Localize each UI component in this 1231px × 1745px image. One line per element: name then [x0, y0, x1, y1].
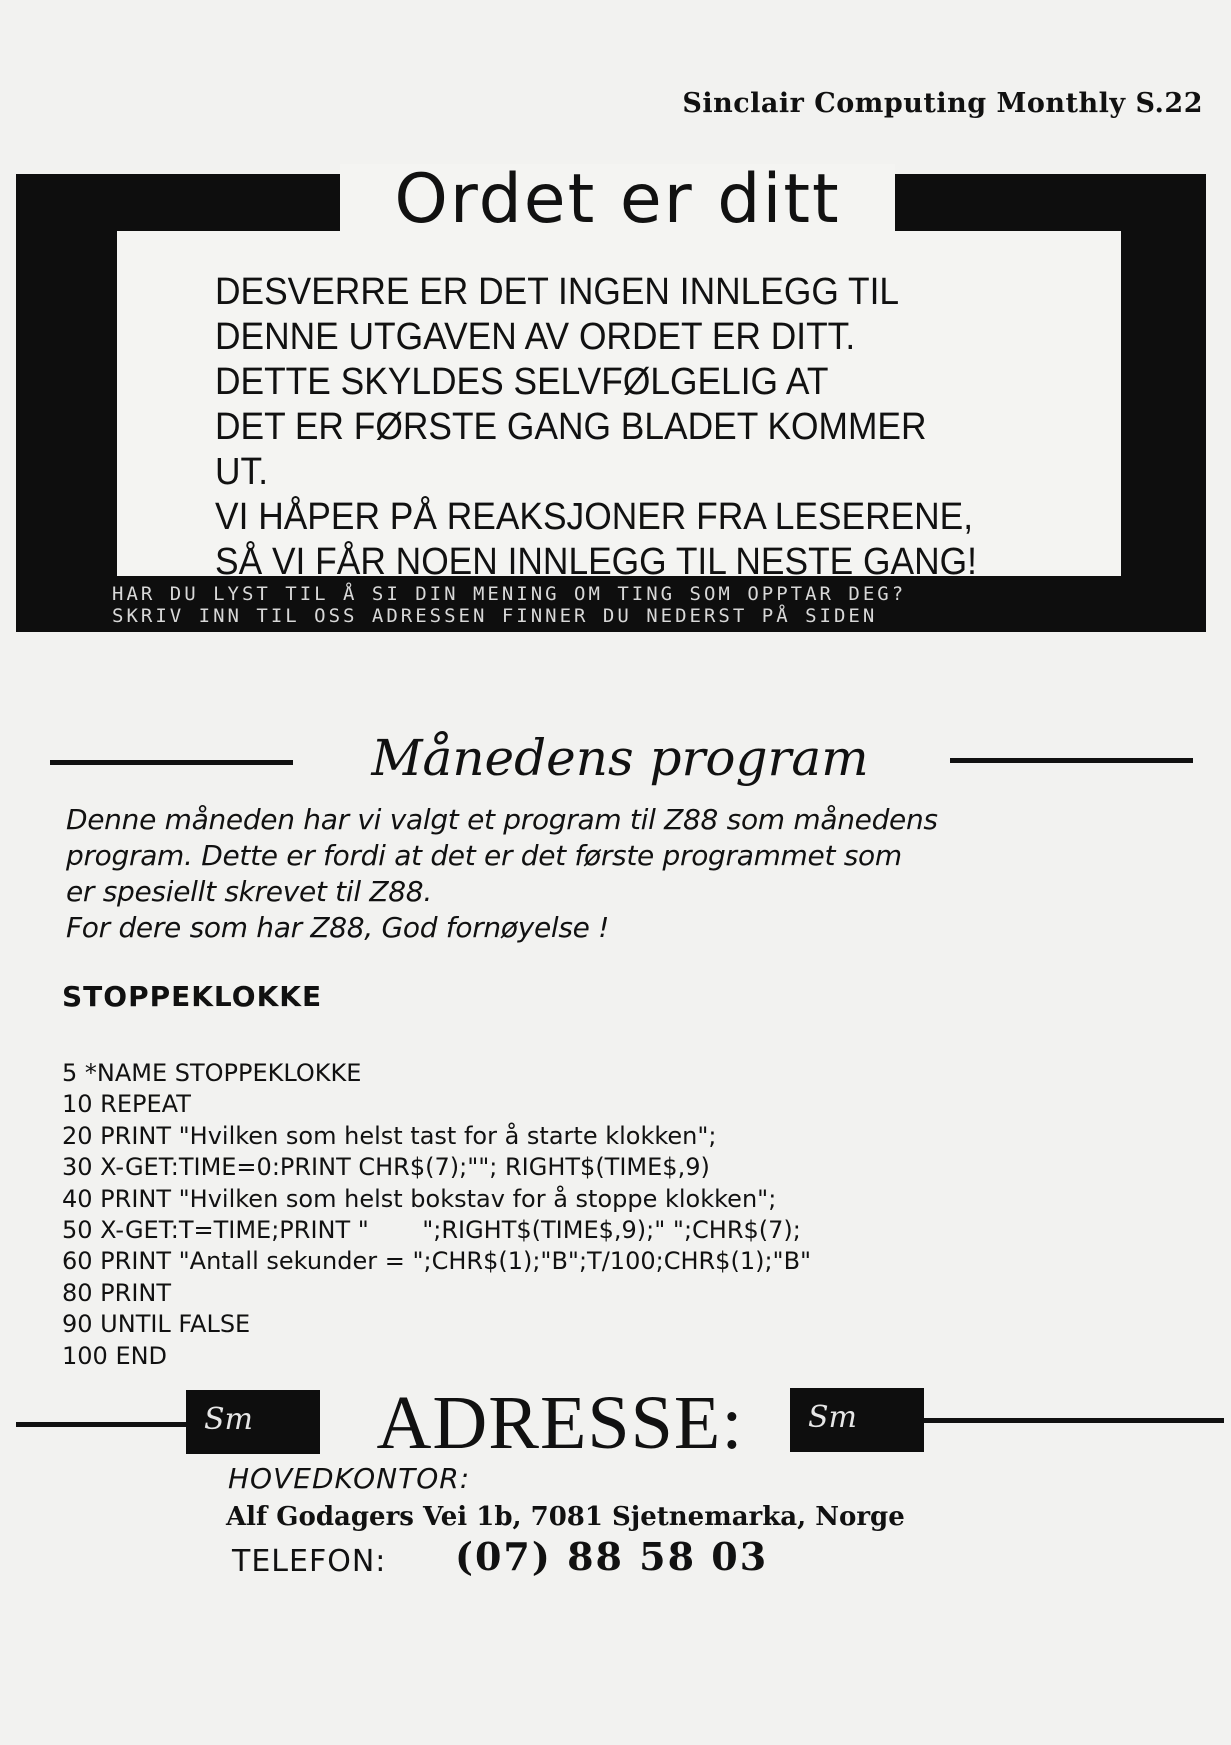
ordet-footer: [112, 583, 1112, 627]
code-line: 100 END: [62, 1341, 168, 1370]
footer-line: HAR DU LYST TIL Å SI DIN MENING OM TING SOM OPPTAR DEG?: [112, 583, 907, 605]
intro-line: er spesiellt skrevet til Z88.: [66, 875, 432, 908]
program-listing: [62, 1058, 1162, 1372]
footer-line: SKRIV INN TIL OSS ADRESSEN FINNER DU NEDERST PÅ SIDEN: [112, 605, 878, 627]
intro-line: For dere som har Z88, God fornøyelse !: [66, 911, 610, 944]
code-line: 10 REPEAT: [62, 1090, 191, 1119]
message-line: DETTE SKYLDES SELVFØLGELIG AT: [215, 361, 829, 403]
message-line: UT.: [215, 451, 269, 493]
code-line: 20 PRINT "Hvilken som helst tast for å starte klokken";: [62, 1121, 717, 1150]
logo: Sm: [186, 1390, 320, 1454]
address-heading: ADRESSE:: [376, 1381, 744, 1465]
intro-line: Denne måneden har vi valgt et program til Z88 som månedens: [66, 803, 938, 836]
code-line: 90 UNTIL FALSE: [62, 1310, 251, 1339]
masthead: Sinclair Computing Monthly: [682, 88, 1126, 119]
message-line: DET ER FØRSTE GANG BLADET KOMMER: [215, 406, 927, 448]
divider-right: [950, 758, 1193, 763]
ordet-message: [215, 270, 1033, 585]
message-line: DENNE UTGAVEN AV ORDET ER DITT.: [215, 316, 856, 358]
program-intro: [66, 802, 1196, 946]
code-line: 30 X-GET:TIME=0:PRINT CHR$(7);""; RIGHT$(TIME$,9): [62, 1153, 710, 1182]
head-office-label: HOVEDKONTOR:: [228, 1462, 471, 1495]
divider-left: [50, 760, 293, 765]
code-line: 40 PRINT "Hvilken som helst bokstav for å stoppe klokken";: [62, 1184, 777, 1213]
page-header: [682, 88, 1203, 119]
page-number: S.22: [1135, 88, 1203, 119]
phone-label: TELEFON:: [232, 1544, 387, 1579]
code-line: 5 *NAME STOPPEKLOKKE: [62, 1059, 362, 1087]
phone-number: (07) 88 58 03: [455, 1534, 769, 1579]
logo: Sm: [790, 1388, 924, 1452]
program-heading: Månedens program: [371, 729, 869, 787]
program-name: STOPPEKLOKKE: [62, 980, 323, 1013]
message-line: VI HÅPER PÅ REAKSJONER FRA LESERENE,: [215, 496, 974, 538]
message-line: DESVERRE ER DET INGEN INNLEGG TIL: [215, 271, 900, 313]
address-divider-right: [924, 1418, 1224, 1423]
code-line: 50 X-GET:T=TIME;PRINT " ";RIGHT$(TIME$,9);" ";CHR$(7);: [62, 1216, 801, 1245]
code-line: 60 PRINT "Antall sekunder = ";CHR$(1);"B";T/100;CHR$(1);"B": [62, 1247, 812, 1276]
code-line: 80 PRINT: [62, 1278, 172, 1307]
intro-line: program. Dette er fordi at det er det første programmet som: [66, 839, 902, 872]
ordet-title: Ordet er ditt: [394, 160, 841, 239]
message-line: SÅ VI FÅR NOEN INNLEGG TIL NESTE GANG!: [215, 541, 977, 583]
address-divider-left: [16, 1422, 186, 1427]
street-address: Alf Godagers Vei 1b, 7081 Sjetnemarka, Norge: [226, 1502, 905, 1532]
